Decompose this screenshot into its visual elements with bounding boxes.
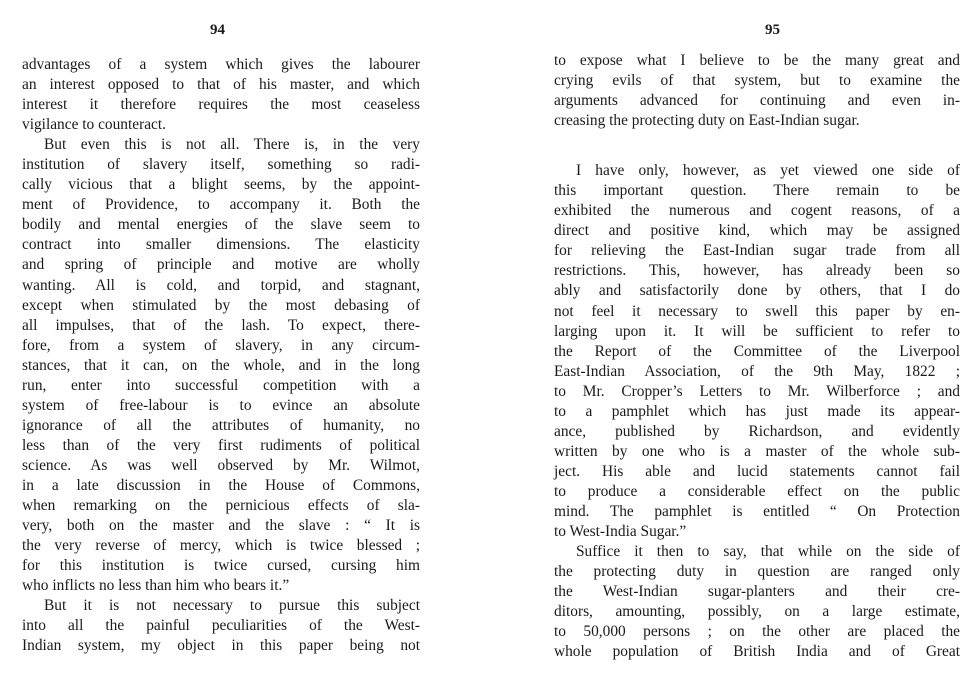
text-line: Suffice it then to say, that while on the side of	[576, 543, 960, 561]
text-line: an interest opposed to that of his master, and which	[22, 76, 420, 94]
text-line: and spring of principle and motive are wholly	[22, 256, 420, 274]
text-line: arguments advanced for continuing and even in-	[554, 92, 960, 110]
text-line: whole population of British India and of Great	[554, 643, 960, 661]
text-line: crying evils of that system, but to examine the	[554, 72, 960, 90]
text-line: written by one who is a master of the whole sub-	[554, 442, 960, 460]
text-line: ment of Providence, to accompany it. Both the	[22, 196, 420, 214]
text-line: ance, published by Richardson, and evidently	[554, 422, 960, 440]
text-line: Indian system, my object in this paper being not	[22, 637, 420, 655]
text-line: to a pamphlet which has just made its appear-	[554, 402, 960, 420]
text-line: East-Indian Association, of the 9th May, 1822 ;	[554, 362, 960, 380]
page-text	[554, 51, 960, 662]
text-line: restrictions. This, however, has already been so	[554, 262, 960, 280]
text-line: bodily and mental energies of the slave seem to	[22, 216, 420, 234]
text-line: less than of the very first rudiments of political	[22, 436, 420, 454]
text-line: larging upon it. It will be sufficient to refer to	[554, 322, 960, 340]
page-number: 95	[765, 22, 780, 38]
text-line: ignorance of all the attributes of humanity, no	[22, 416, 420, 434]
text-line: direct and positive kind, which may be assigned	[554, 222, 960, 240]
text-line: fore, from a system of slavery, in any circum-	[22, 336, 420, 354]
text-line: to 50,000 persons ; on the other are placed the	[554, 623, 960, 641]
text-line: for relieving the East-Indian sugar trade from all	[554, 242, 960, 260]
text-line: all impulses, that of the lash. To expect, there-	[22, 316, 420, 334]
text-line: vigilance to counteract.	[22, 116, 167, 134]
text-line: the West-Indian sugar-planters and their cre-	[554, 583, 960, 601]
text-line: stances, that it can, on the whole, and in the long	[22, 356, 420, 374]
text-line: creasing the protecting duty on East-Indian sugar.	[554, 112, 860, 130]
text-line: the protecting duty in question are ranged only	[554, 563, 960, 581]
text-line: mind. The pamphlet is entitled “ On Protection	[554, 502, 960, 520]
text-line: But it is not necessary to pursue this subject	[44, 597, 420, 615]
text-line: advantages of a system which gives the labourer	[22, 56, 420, 73]
text-line: ject. His able and lucid statements cannot fail	[554, 462, 960, 480]
text-line: I have only, however, as yet viewed one side of	[576, 162, 960, 180]
text-line: exhibited the numerous and cogent reasons, of a	[554, 202, 960, 220]
text-line: this important question. There remain to be	[554, 182, 960, 200]
text-line: science. As was well observed by Mr. Wilmot,	[22, 456, 420, 474]
text-line: to West-India Sugar.”	[554, 523, 687, 541]
text-line: contract into smaller dimensions. The elasticity	[22, 236, 420, 254]
page-number: 94	[210, 22, 225, 38]
text-line: into all the painful peculiarities of the West-	[22, 617, 420, 635]
text-line: in a late discussion in the House of Commons,	[22, 476, 420, 494]
text-line: to produce a considerable effect on the public	[554, 482, 960, 500]
text-line: except when stimulated by the most debasing of	[22, 296, 420, 314]
page-text	[22, 55, 420, 656]
text-line: to expose what I believe to be the many great and	[554, 52, 960, 69]
text-line: who inflicts no less than him who bears it.”	[22, 577, 290, 595]
text-line: very, both on the master and the slave : “ It is	[22, 517, 420, 535]
text-line: not feel it necessary to swell this paper by en-	[554, 302, 960, 320]
text-line: run, enter into successful competition with a	[22, 376, 420, 394]
text-line: for this institution is twice cursed, cursing him	[22, 557, 420, 575]
text-line: when remarking on the pernicious effects of sla-	[22, 497, 420, 515]
text-line: institution of slavery itself, something so radi-	[22, 156, 420, 174]
text-line: ditors, amounting, possibly, on a large estimate,	[554, 603, 960, 621]
text-line: the Report of the Committee of the Liverpool	[554, 342, 960, 360]
text-line: the very reverse of mercy, which is twice blessed ;	[22, 537, 420, 555]
text-line: ably and satisfactorily done by others, that I do	[554, 282, 960, 300]
text-line: But even this is not all. There is, in the very	[44, 136, 420, 154]
text-line: interest it therefore requires the most ceaseless	[22, 96, 420, 114]
text-line: cally vicious that a blight seems, by the appoint-	[22, 176, 420, 194]
text-line: system of free-labour is to evince an absolute	[22, 396, 420, 414]
text-line: wanting. All is cold, and torpid, and stagnant,	[22, 276, 420, 294]
text-line: to Mr. Cropper’s Letters to Mr. Wilberforce ; and	[554, 382, 960, 400]
